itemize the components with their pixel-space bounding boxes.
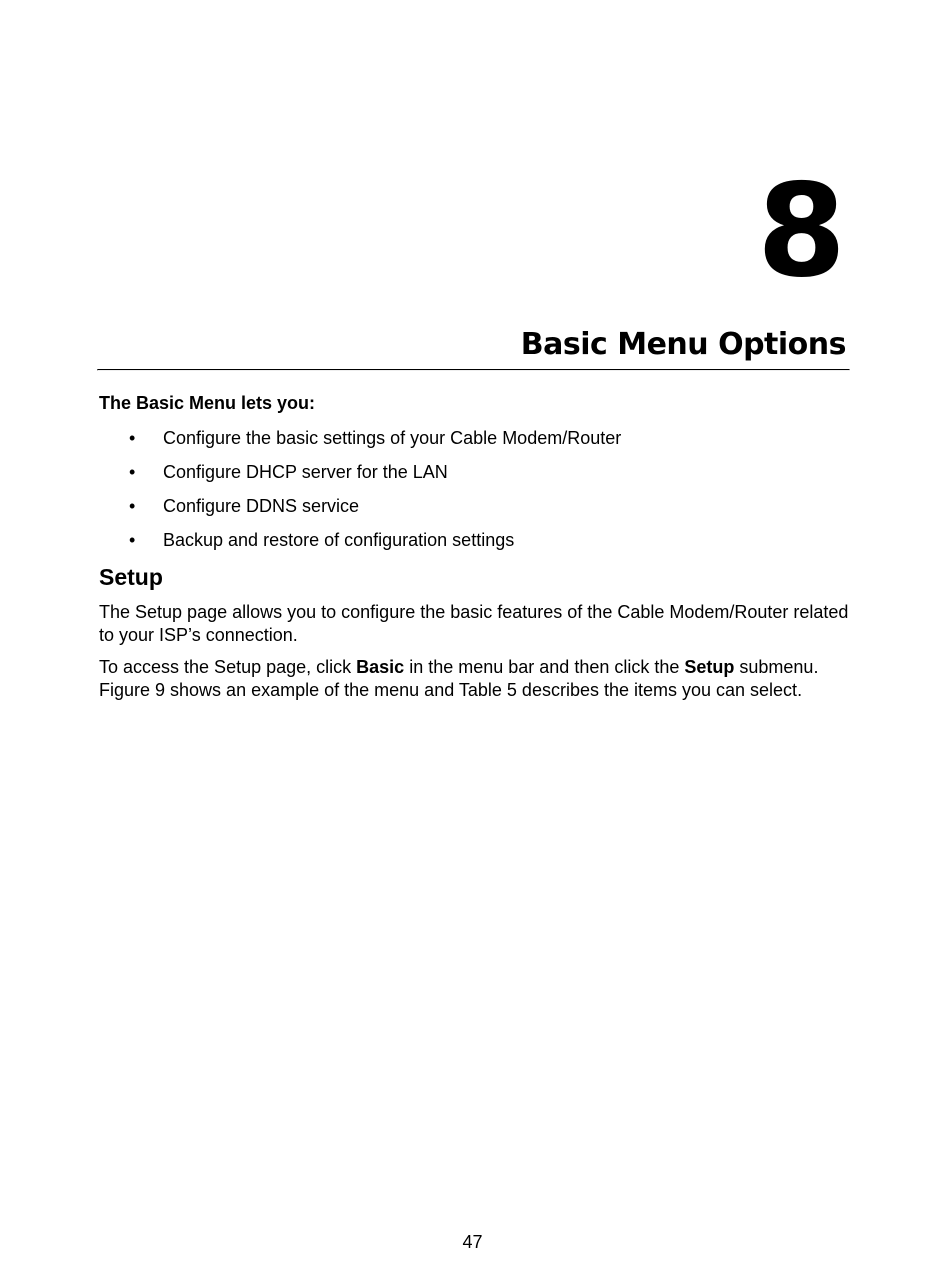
submenu-name-setup: Setup [684, 657, 735, 677]
feature-list [99, 427, 851, 552]
list-item-text: Backup and restore of configuration settings [163, 529, 515, 550]
list-item-text: Configure DDNS service [163, 495, 360, 516]
instruction-text: in the menu bar and then click the [404, 657, 685, 677]
list-item-text: Configure DHCP server for the LAN [163, 461, 448, 482]
page-content [99, 392, 851, 711]
chapter-title-rule [97, 369, 850, 371]
chapter-title: Basic Menu Options [520, 327, 846, 362]
instruction-text: To access the Setup page, click [99, 657, 357, 677]
list-item [99, 461, 851, 484]
list-item [99, 529, 851, 552]
intro-text: The Basic Menu lets you: [99, 393, 316, 413]
bullet-icon: • [129, 461, 136, 482]
chapter-number: 8 [756, 157, 846, 306]
bullet-icon: • [129, 495, 136, 516]
bullet-icon: • [129, 427, 136, 448]
list-item [99, 495, 851, 518]
setup-access-instructions [99, 656, 851, 701]
setup-description: The Setup page allows you to configure the basic features of the Cable Modem/Router related to your ISP’s connection. [99, 602, 849, 645]
page-number: 47 [462, 1232, 483, 1252]
list-item [99, 427, 851, 450]
list-item-text: Configure the basic settings of your Cable Modem/Router [163, 427, 622, 448]
instruction-text: submenu. Figure 9 shows an example of the menu and Table 5 describes the items you can select. [99, 657, 819, 700]
menu-name-basic: Basic [356, 657, 405, 677]
section-heading-setup: Setup [99, 564, 163, 590]
bullet-icon: • [129, 529, 136, 550]
